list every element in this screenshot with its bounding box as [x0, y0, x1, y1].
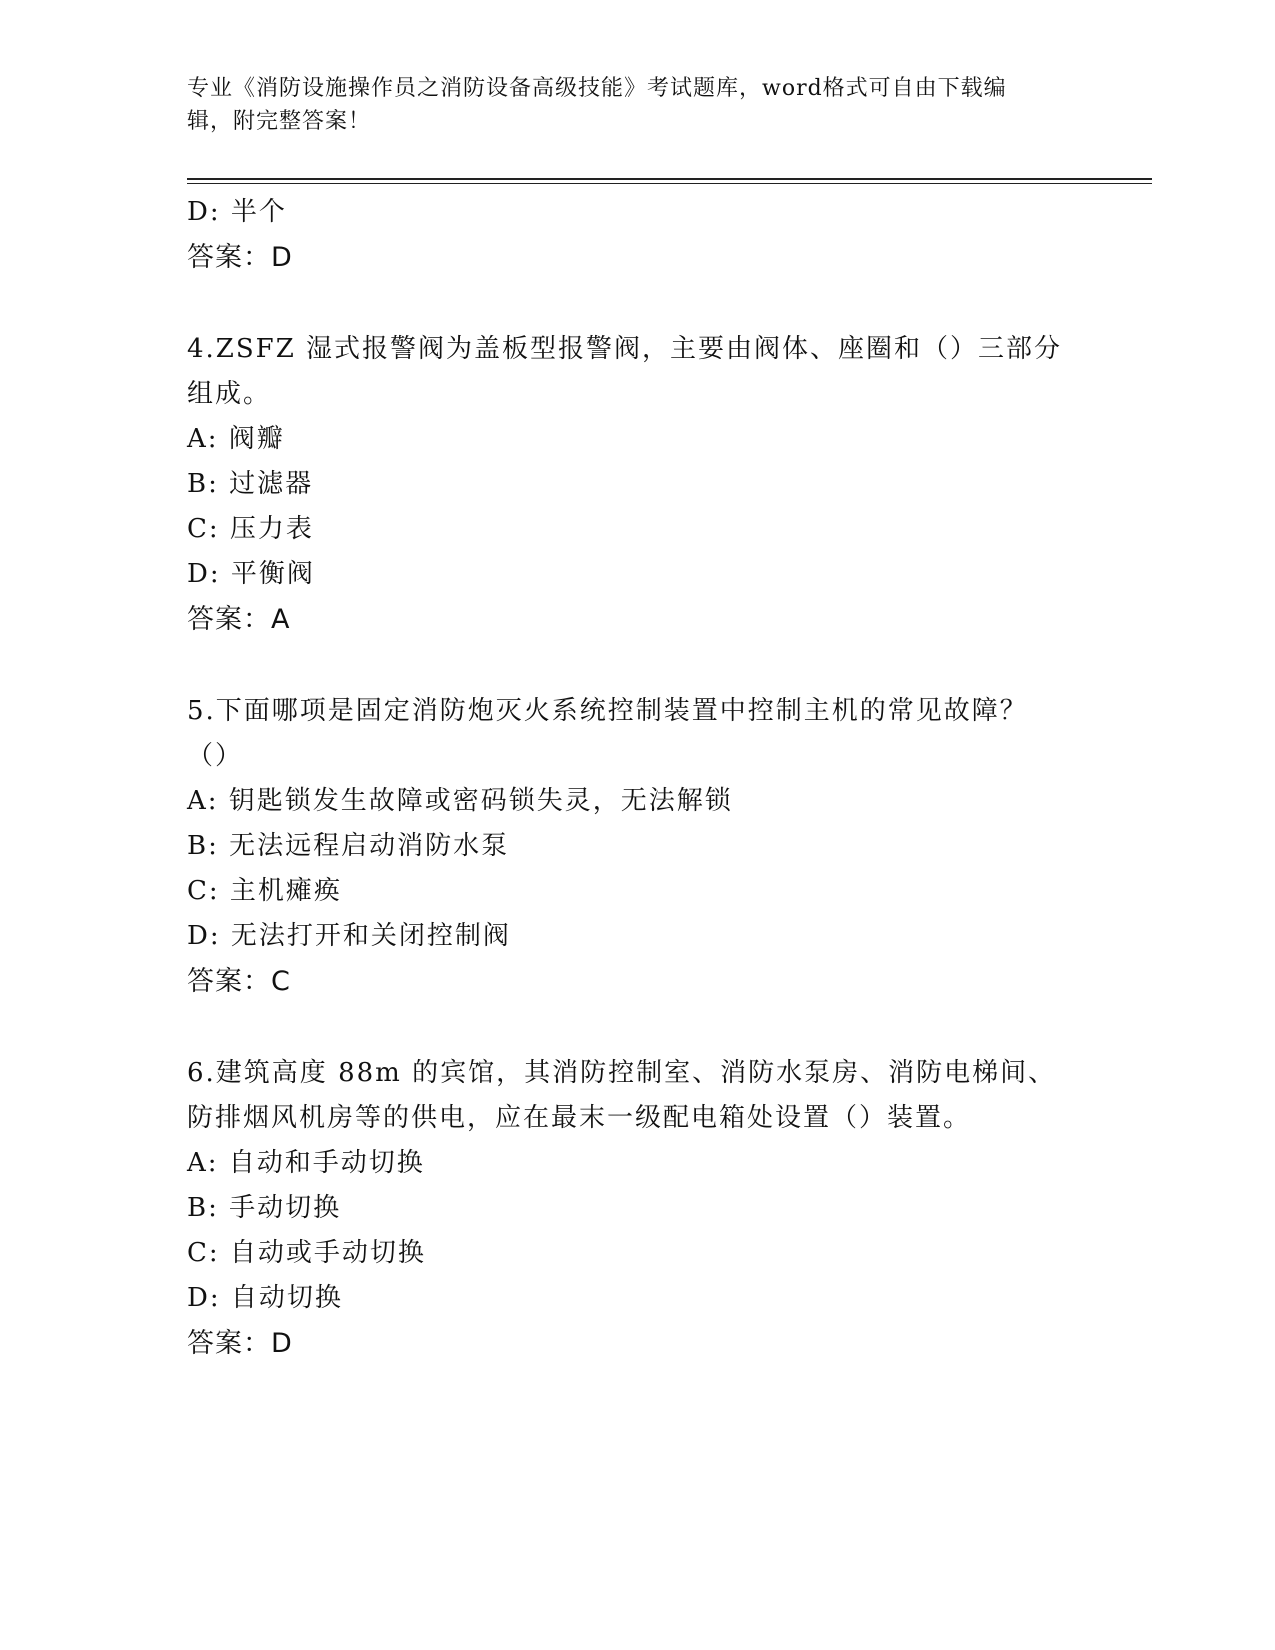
option-a: A: 钥匙锁发生故障或密码锁失灵，无法解锁 [187, 786, 733, 816]
option-b: B: 过滤器 [187, 469, 314, 499]
question-stem [187, 327, 1087, 417]
question-item [187, 689, 1087, 1004]
question-stem [187, 689, 1087, 779]
option-c: C: 自动或手动切换 [187, 1238, 426, 1268]
option-b: B: 无法远程启动消防水泵 [187, 831, 510, 861]
header-line-2: 辑，附完整答案！ [187, 109, 372, 134]
header-line-1: 专业《消防设施操作员之消防设备高级技能》考试题库，word格式可自由下载编 [187, 76, 1007, 101]
answer-text: 答案：C [187, 966, 291, 997]
header-divider [187, 178, 1152, 184]
option-b: B: 手动切换 [187, 1193, 342, 1223]
option-d: D: 半个 [187, 197, 287, 227]
question-item [187, 1051, 1087, 1366]
question-stem-line: 4.ZSFZ 湿式报警阀为盖板型报警阀，主要由阀体、座圈和（）三部分 [187, 334, 1063, 364]
option-c: C: 压力表 [187, 514, 314, 544]
answer-text: 答案：A [187, 604, 291, 635]
option-a: A: 阀瓣 [187, 424, 285, 454]
option-d: D: 无法打开和关闭控制阀 [187, 921, 511, 951]
answer-text: 答案：D [187, 242, 293, 273]
question-stem-line: （） [187, 741, 244, 771]
page-header [187, 72, 1067, 138]
option-d: D: 自动切换 [187, 1283, 343, 1313]
option-c: C: 主机瘫痪 [187, 876, 342, 906]
question-stem-line: 6.建筑高度 88m 的宾馆，其消防控制室、消防水泵房、消防电梯间、 [187, 1058, 1057, 1088]
question-stem-line: 防排烟风机房等的供电，应在最末一级配电箱处设置（）装置。 [187, 1103, 972, 1133]
answer-text: 答案：D [187, 1328, 293, 1359]
question-item [187, 327, 1087, 642]
option-a: A: 自动和手动切换 [187, 1148, 425, 1178]
question-stem [187, 1051, 1087, 1141]
question-stem-line: 5.下面哪项是固定消防炮灭火系统控制装置中控制主机的常见故障？ [187, 696, 1028, 726]
option-d: D: 平衡阀 [187, 559, 315, 589]
question-list [187, 190, 1087, 1366]
question-stem-line: 组成。 [187, 379, 272, 409]
